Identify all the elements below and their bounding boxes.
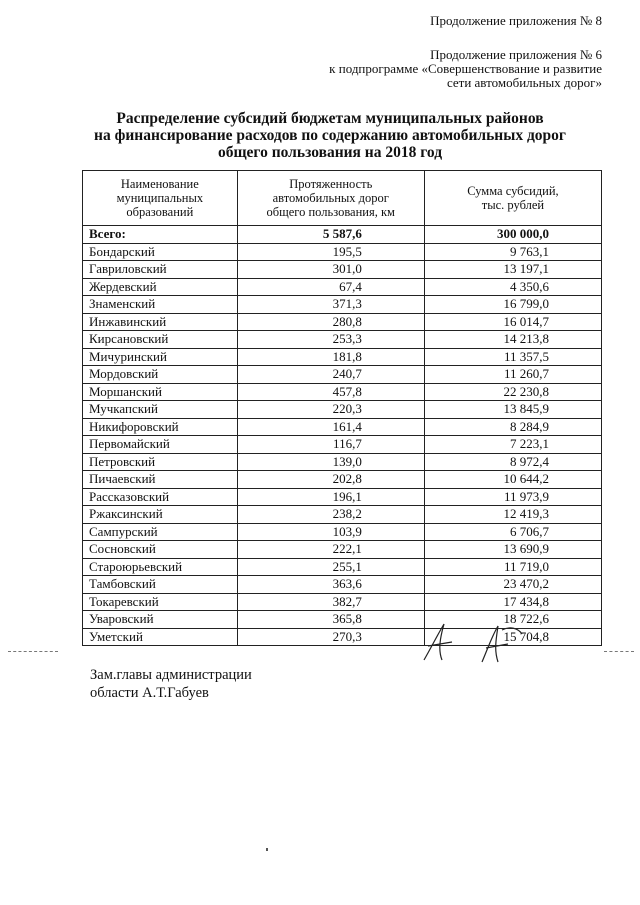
length-cell: 371,3: [237, 296, 424, 314]
length-cell: 196,1: [237, 488, 424, 506]
table-row: [83, 401, 602, 419]
total-row: [83, 226, 602, 244]
header-text: Сумма субсидий,: [467, 184, 559, 198]
sum-cell: 8 972,4: [424, 453, 601, 471]
table-row: [83, 558, 602, 576]
sum-cell: 15 704,8: [424, 628, 601, 646]
length-cell: 238,2: [237, 506, 424, 524]
municipality-cell: Мордовский: [83, 366, 238, 384]
municipality-cell: Рассказовский: [83, 488, 238, 506]
table-row: [83, 296, 602, 314]
length-cell: 240,7: [237, 366, 424, 384]
length-cell: 67,4: [237, 278, 424, 296]
appendix-8-line: Продолжение приложения № 8: [430, 13, 602, 28]
sum-cell: 23 470,2: [424, 576, 601, 594]
municipality-cell: Петровский: [83, 453, 238, 471]
header-subsidy-sum: [424, 171, 601, 226]
length-cell: 139,0: [237, 453, 424, 471]
total-label: Всего:: [83, 226, 238, 244]
length-cell: 365,8: [237, 611, 424, 629]
table-row: [83, 278, 602, 296]
table-row: [83, 243, 602, 261]
subsidy-table: [82, 170, 602, 646]
length-cell: 181,8: [237, 348, 424, 366]
title-line-2: на финансирование расходов по содержанию автомобильных дорог: [94, 127, 566, 144]
length-cell: 457,8: [237, 383, 424, 401]
left-dashed-line: [8, 651, 58, 652]
header-road-length: [237, 171, 424, 226]
length-cell: 363,6: [237, 576, 424, 594]
length-cell: 253,3: [237, 331, 424, 349]
sum-cell: 11 719,0: [424, 558, 601, 576]
header-text: муниципальных: [116, 191, 204, 205]
sum-cell: 14 213,8: [424, 331, 601, 349]
sum-cell: 11 260,7: [424, 366, 601, 384]
subprogram-line: к подпрограмме «Совершенствование и развитие: [329, 61, 602, 76]
right-dashed-line: [604, 651, 634, 652]
municipality-cell: Пичаевский: [83, 471, 238, 489]
table-row: [83, 488, 602, 506]
table-row: [83, 331, 602, 349]
sum-cell: 11 973,9: [424, 488, 601, 506]
municipality-cell: Жердевский: [83, 278, 238, 296]
sum-cell: 13 690,9: [424, 541, 601, 559]
table-header-row: [83, 171, 602, 226]
municipality-cell: Первомайский: [83, 436, 238, 454]
total-sum: 300 000,0: [424, 226, 601, 244]
municipality-cell: Сосновский: [83, 541, 238, 559]
length-cell: 220,3: [237, 401, 424, 419]
header-municipality: [83, 171, 238, 226]
sum-cell: 13 197,1: [424, 261, 601, 279]
sum-cell: 9 763,1: [424, 243, 601, 261]
length-cell: 270,3: [237, 628, 424, 646]
header-text: тыс. рублей: [481, 198, 545, 212]
municipality-cell: Мичуринский: [83, 348, 238, 366]
sum-cell: 4 350,6: [424, 278, 601, 296]
table-row: [83, 383, 602, 401]
length-cell: 116,7: [237, 436, 424, 454]
title-line-3: общего пользования на 2018 год: [217, 144, 443, 161]
length-cell: 280,8: [237, 313, 424, 331]
header-text: Протяженность: [289, 177, 373, 191]
municipality-cell: Знаменский: [83, 296, 238, 314]
municipality-cell: Мучкапский: [83, 401, 238, 419]
length-cell: 103,9: [237, 523, 424, 541]
total-length: 5 587,6: [237, 226, 424, 244]
sum-cell: 16 799,0: [424, 296, 601, 314]
sum-cell: 13 845,9: [424, 401, 601, 419]
appendix-header-6: [329, 48, 602, 90]
sum-cell: 16 014,7: [424, 313, 601, 331]
length-cell: 301,0: [237, 261, 424, 279]
signer-block: [90, 666, 252, 702]
length-cell: 161,4: [237, 418, 424, 436]
table-row: [83, 576, 602, 594]
header-text: автомобильных дорог: [272, 191, 389, 205]
table-row: [83, 348, 602, 366]
appendix-header-8: [430, 14, 602, 28]
municipality-cell: Уметский: [83, 628, 238, 646]
table-row: [83, 313, 602, 331]
length-cell: 195,5: [237, 243, 424, 261]
municipality-cell: Гавриловский: [83, 261, 238, 279]
table-row: [83, 471, 602, 489]
municipality-cell: Инжавинский: [83, 313, 238, 331]
table-row: [83, 523, 602, 541]
header-text: общего пользования, км: [266, 205, 395, 219]
sum-cell: 8 284,9: [424, 418, 601, 436]
municipality-cell: Кирсановский: [83, 331, 238, 349]
sum-cell: 17 434,8: [424, 593, 601, 611]
table-row: [83, 453, 602, 471]
municipality-cell: Моршанский: [83, 383, 238, 401]
sum-cell: 11 357,5: [424, 348, 601, 366]
signer-position: Зам.главы администрации: [90, 667, 252, 683]
header-text: образований: [126, 205, 194, 219]
signature-mark: [418, 616, 528, 666]
table-row: [83, 418, 602, 436]
length-cell: 222,1: [237, 541, 424, 559]
table-row: [83, 261, 602, 279]
header-text: Наименование: [120, 177, 199, 191]
municipality-cell: Сампурский: [83, 523, 238, 541]
appendix-6-line: Продолжение приложения № 6: [430, 47, 602, 62]
signer-name: области А.Т.Габуев: [90, 685, 209, 701]
municipality-cell: Уваровский: [83, 611, 238, 629]
table-row: [83, 436, 602, 454]
sum-cell: 18 722,6: [424, 611, 601, 629]
municipality-cell: Тамбовский: [83, 576, 238, 594]
municipality-cell: Никифоровский: [83, 418, 238, 436]
municipality-cell: Бондарский: [83, 243, 238, 261]
length-cell: 255,1: [237, 558, 424, 576]
document-title: [60, 110, 600, 161]
table-row: [83, 366, 602, 384]
sum-cell: 7 223,1: [424, 436, 601, 454]
length-cell: 202,8: [237, 471, 424, 489]
sum-cell: 12 419,3: [424, 506, 601, 524]
scan-dot: [266, 848, 268, 851]
title-line-1: Распределение субсидий бюджетам муниципальных районов: [116, 110, 544, 127]
sum-cell: 10 644,2: [424, 471, 601, 489]
subprogram-line-2: сети автомобильных дорог»: [446, 75, 602, 90]
municipality-cell: Токаревский: [83, 593, 238, 611]
sum-cell: 22 230,8: [424, 383, 601, 401]
table-row: [83, 593, 602, 611]
municipality-cell: Староюрьевский: [83, 558, 238, 576]
sum-cell: 6 706,7: [424, 523, 601, 541]
municipality-cell: Ржаксинский: [83, 506, 238, 524]
table-row: [83, 506, 602, 524]
length-cell: 382,7: [237, 593, 424, 611]
table-row: [83, 541, 602, 559]
